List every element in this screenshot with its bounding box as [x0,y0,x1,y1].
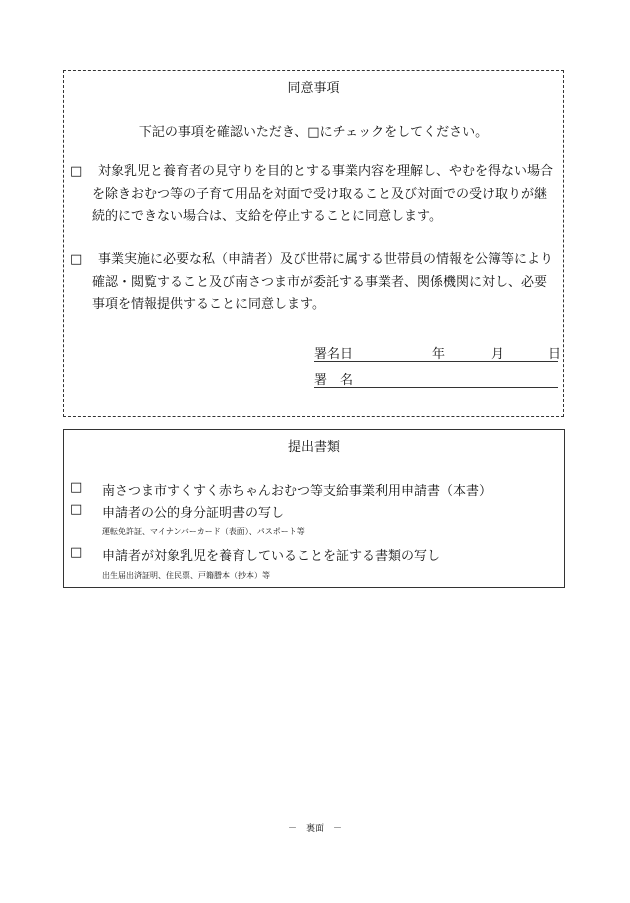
documents-section [63,429,565,588]
signature-label: 署 名 [314,373,354,388]
month-label: 月 [491,347,505,362]
document-2-checkbox[interactable]: □ [70,502,83,517]
consent-2-checkbox[interactable]: □ [70,252,83,267]
consent-1-checkbox[interactable]: □ [70,164,83,179]
year-label: 年 [432,347,446,362]
document-1-checkbox[interactable]: □ [70,480,83,495]
document-3-checkbox[interactable]: □ [70,545,83,560]
consent-item-2 [70,249,557,317]
signature-date-label: 署名日 [314,347,354,362]
consent-section [63,70,564,417]
consent-2-text: 事業実施に必要な私（申請者）及び世帯に属する世帯員の情報を公簿等により確認・閲覧すること及び南さつま市が委託する事業者、関係機関に対し、必要事項を情報提供することに同意します。 [92,252,554,312]
consent-1-text: 対象乳児と養育者の見守りを目的とする事業内容を理解し、やむを得ない場合を除きおむつ等の子育て用品を対面で受け取ること及び対面での受け取りが継続的にできない場合は、支給を停止することに同意します。 [92,164,554,224]
documents-title: 提出書類 [287,440,340,455]
document-3-text: 申請者が対象乳児を養育していることを証する書類の写し [102,549,441,564]
day-label: 日 [548,347,562,362]
document-2-note: 運転免許証、マイナンバーカード（表面）、パスポート等 [102,527,305,536]
consent-item-1 [70,161,557,229]
document-1-text: 南さつま市すくすく赤ちゃんおむつ等支給事業利用申請書（本書） [102,484,493,499]
consent-instructions: 下記の事項を確認いただき、□にチェックをしてください。 [138,125,489,140]
signature-date-field[interactable] [314,343,562,362]
document-3-note: 出生届出済証明、住民票、戸籍謄本（抄本）等 [102,571,270,580]
signature-field[interactable] [314,369,558,388]
document-2-text: 申請者の公的身分証明書の写し [102,506,285,521]
page-footer: － 裏面 － [287,824,342,834]
consent-title: 同意事項 [287,81,340,96]
